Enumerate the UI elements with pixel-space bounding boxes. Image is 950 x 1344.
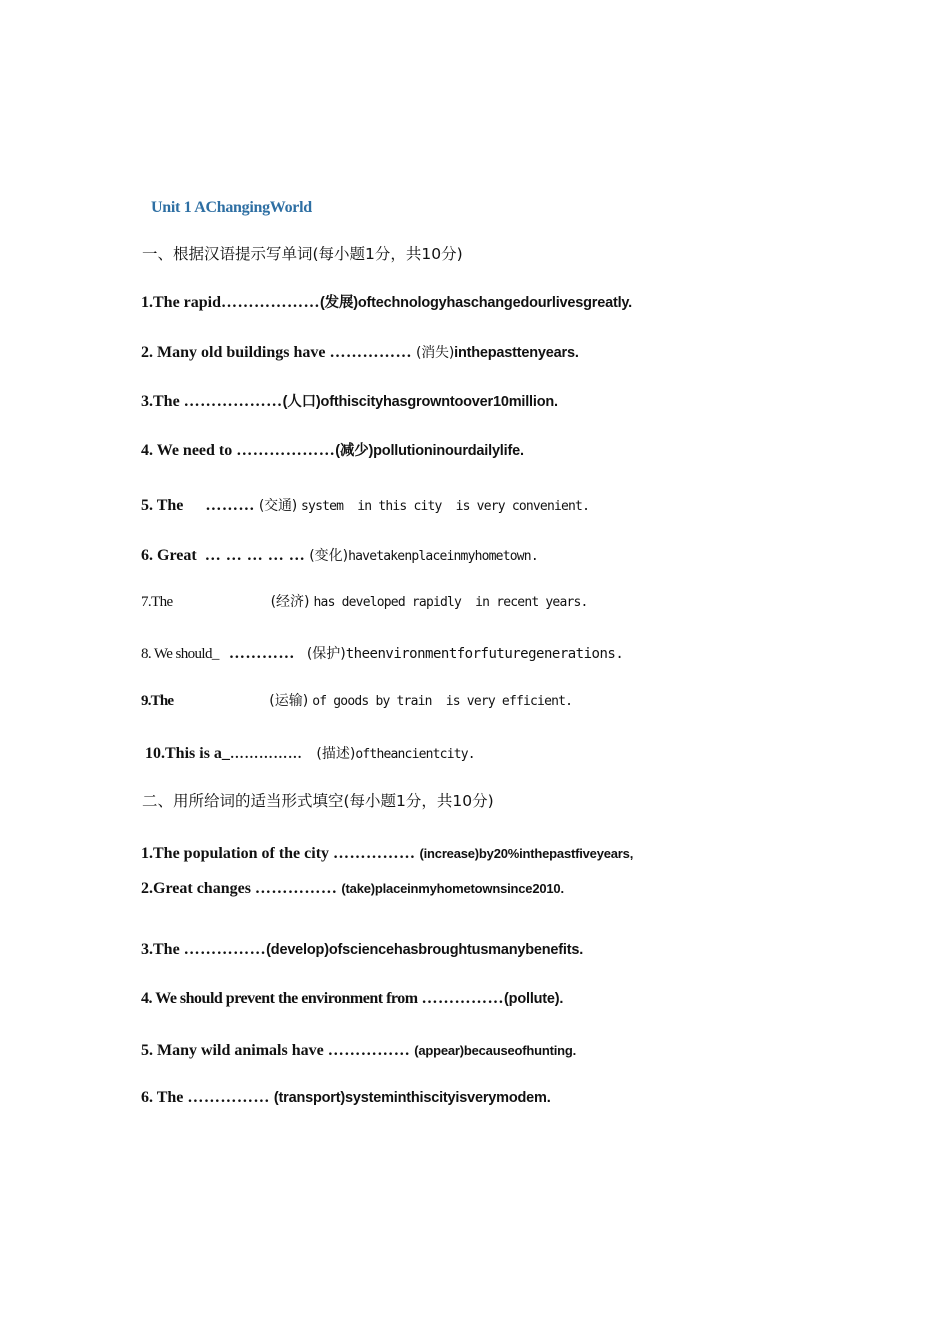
exercise-1-item-3 <box>141 394 558 410</box>
exercise-1-item-6 <box>141 548 538 564</box>
item-rest: (appear)becauseofhunting. <box>414 1043 577 1058</box>
item-blank: ……… <box>205 497 255 514</box>
item-blank: …………… <box>183 941 267 958</box>
exercise-1-item-1 <box>141 295 632 311</box>
item-hint: (运输) <box>269 693 309 709</box>
exercise-1-item-2 <box>141 345 579 361</box>
item-rest: (increase)by20%inthepastfiveyears, <box>419 846 634 861</box>
item-blank: …………… <box>333 845 416 862</box>
item-hint: (发展) <box>320 295 358 311</box>
item-rest: ofthiscityhasgrowntoover10million. <box>320 394 558 410</box>
item-rest: (develop)ofsciencehasbroughtusmanybenefits. <box>266 942 584 958</box>
item-prefix: 2. Many old buildings have <box>141 344 326 361</box>
item-hint: (交通) <box>258 498 298 514</box>
item-hint: (减少) <box>335 443 374 459</box>
item-rest: (pollute). <box>504 991 564 1007</box>
item-rest: (transport)systeminthiscityisverymodem. <box>273 1090 551 1106</box>
item-blank: …………… <box>329 344 412 361</box>
exercise-2-item-4 <box>141 991 563 1007</box>
exercise-2-item-2 <box>141 881 564 897</box>
exercise-1-item-4 <box>141 443 524 459</box>
item-blank: ……………… <box>221 294 321 311</box>
item-hint: (人口) <box>282 394 321 410</box>
item-blank: …………… <box>229 747 303 762</box>
item-rest: inthepasttenyears. <box>454 345 579 361</box>
item-prefix: 4. We should prevent the environment from <box>141 990 418 1007</box>
unit-title: Unit 1 AChangingWorld <box>151 199 312 216</box>
item-rest: of goods by train is very efficient. <box>312 694 573 709</box>
exercise-1-item-8 <box>141 646 623 662</box>
item-rest: system in this city is very convenient. <box>301 499 590 514</box>
item-rest: pollutioninourdailylife. <box>373 443 524 459</box>
item-rest: havetakenplaceinmyhometown. <box>348 549 538 564</box>
item-prefix: 1.The rapid <box>141 294 222 311</box>
item-blank: ……………… <box>183 393 283 410</box>
item-rest: (take)placeinmyhometownsince2010. <box>341 881 564 896</box>
item-blank: …………… <box>327 1042 411 1059</box>
exercise-2-item-5 <box>141 1043 576 1059</box>
item-prefix: 2.Great changes <box>141 880 251 897</box>
item-prefix: 4. We need to <box>141 442 233 459</box>
item-prefix: 8. We should_ <box>141 646 219 662</box>
item-prefix: 10.This is a_ <box>145 745 230 762</box>
item-prefix: 6. The <box>141 1089 184 1106</box>
item-blank: …………… <box>254 880 338 897</box>
item-rest: has developed rapidly in recent years. <box>313 595 588 610</box>
item-hint: (消失) <box>416 345 455 361</box>
item-prefix: 1.The population of the city <box>141 845 330 862</box>
item-rest: theenvironmentforfuturegenerations. <box>345 646 624 662</box>
item-prefix: 5. Many wild animals have <box>141 1042 324 1059</box>
exercise-2-item-6 <box>141 1090 551 1106</box>
item-prefix: 7.The <box>141 594 173 610</box>
item-hint: (描述) <box>316 746 356 762</box>
item-hint: (保护) <box>306 646 346 662</box>
item-prefix: 5. The <box>141 497 184 514</box>
item-blank: …………… <box>187 1089 270 1106</box>
exercise-1-item-5 <box>141 498 589 514</box>
section-1-heading: 一、根据汉语提示写单词(每小题1分，共10分) <box>142 245 463 263</box>
item-prefix: 3.The <box>141 393 180 410</box>
item-rest: oftechnologyhaschangedourlivesgreatly. <box>357 295 633 311</box>
exercise-1-item-10 <box>145 746 475 762</box>
item-hint: (变化) <box>309 548 349 564</box>
item-blank: …………… <box>421 990 505 1007</box>
item-prefix: 6. Great <box>141 547 197 564</box>
item-blank: … … … … … <box>204 547 306 564</box>
exercise-1-item-7 <box>141 594 588 610</box>
exercise-2-item-1 <box>141 846 633 862</box>
item-hint: (经济) <box>270 594 310 610</box>
item-prefix: 3.The <box>141 941 180 958</box>
exercise-1-item-9 <box>141 693 572 709</box>
exercise-2-item-3 <box>141 942 583 958</box>
item-blank: ………… <box>228 645 295 662</box>
item-prefix: 9.The <box>141 693 174 709</box>
item-rest: oftheancientcity. <box>355 747 475 762</box>
section-2-heading: 二、用所给词的适当形式填空(每小题1分，共10分) <box>142 792 494 810</box>
item-blank: ……………… <box>236 442 336 459</box>
